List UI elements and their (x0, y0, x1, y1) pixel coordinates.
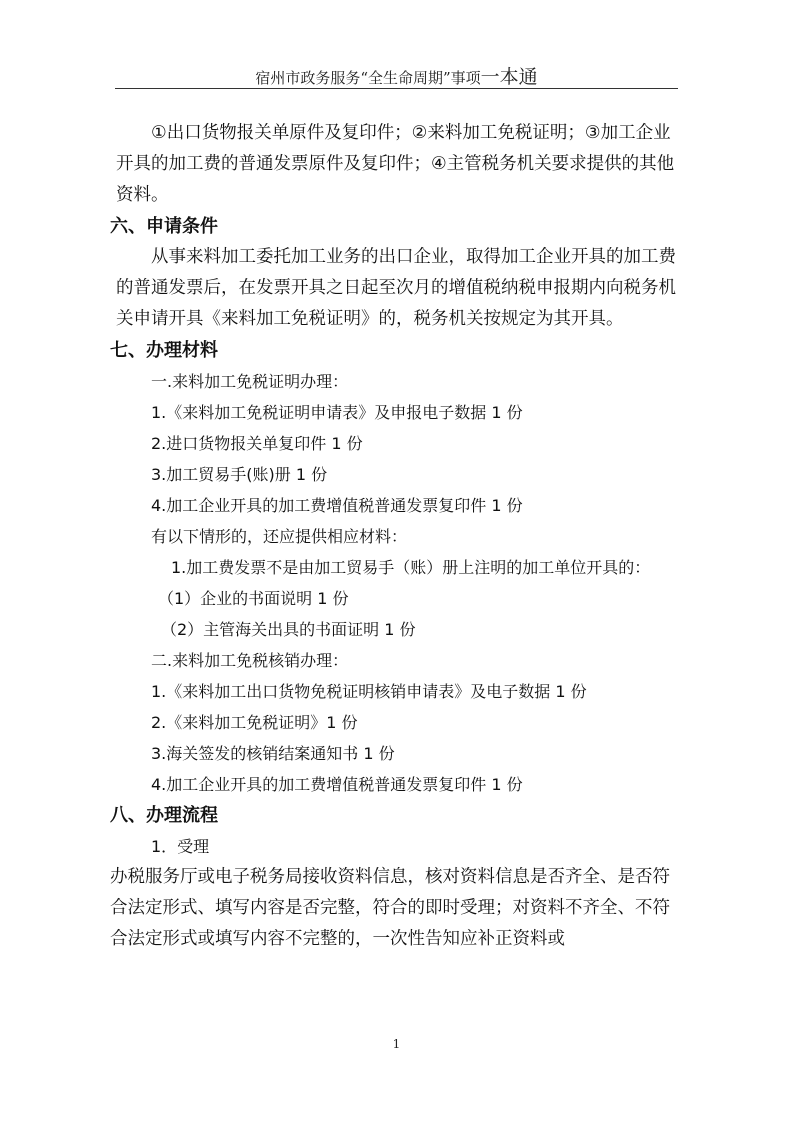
list-item: 2.进口货物报关单复印件 1 份 (151, 434, 363, 453)
section-heading-conditions: 六、申请条件 (110, 216, 218, 237)
page-number: 1 (392, 1037, 401, 1051)
conditions-paragraph: 从事来料加工委托加工业务的出口企业，取得加工企业开具的加工费的普通发票后，在发票开具之日起至次月的增值税纳税申报期内向税务机关申请开具《来料加工免税证明》的，税务机关按规定为其开具。 (116, 247, 676, 329)
list-item: 3.加工贸易手(账)册 1 份 (151, 465, 328, 484)
process-step-title: 1．受理 (151, 837, 210, 856)
list-item: 2.《来料加工免税证明》1 份 (151, 713, 358, 732)
list-item: 3.海关签发的核销结案通知书 1 份 (151, 744, 395, 763)
list-item: （2）主管海关出具的书面证明 1 份 (161, 620, 416, 639)
header-rule (115, 88, 678, 89)
list-item: 1.《来料加工免税证明申请表》及申报电子数据 1 份 (151, 403, 523, 422)
page-header (0, 62, 793, 89)
section-heading-process: 八、办理流程 (110, 805, 218, 826)
materials-paragraph: ①出口货物报关单原件及复印件；②来料加工免税证明；③加工企业开具的加工费的普通发票原件及复印件；④主管税务机关要求提供的其他资料。 (116, 123, 675, 205)
section-heading-materials: 七、办理材料 (110, 340, 218, 361)
header-title: 宿州市政务服务“全生命周期”事项 (255, 69, 481, 87)
list-item: 4.加工企业开具的加工费增值税普通发票复印件 1 份 (151, 496, 523, 515)
list-item: 4.加工企业开具的加工费增值税普通发票复印件 1 份 (151, 775, 523, 794)
process-step-paragraph: 办税服务厅或电子税务局接收资料信息，核对资料信息是否齐全、是否符合法定形式、填写内容是否完整，符合的即时受理；对资料不齐全、不符合法定形式或填写内容不完整的，一次性告知应补正资料或 (110, 867, 670, 949)
extra-materials-intro: 有以下情形的，还应提供相应材料： (151, 527, 408, 546)
document-body (110, 118, 686, 955)
list-item: 1.《来料加工出口货物免税证明核销申请表》及电子数据 1 份 (151, 682, 587, 701)
subsection-title-certificate: 一.来料加工免税证明办理： (151, 372, 349, 391)
extra-case-paragraph: 1.加工费发票不是由加工贸易手（账）册上注明的加工单位开具的： (171, 558, 651, 577)
subsection-title-verification: 二.来料加工免税核销办理： (151, 651, 349, 670)
list-item: （1）企业的书面说明 1 份 (158, 589, 349, 608)
header-title-emphasis: 一本通 (480, 66, 538, 88)
